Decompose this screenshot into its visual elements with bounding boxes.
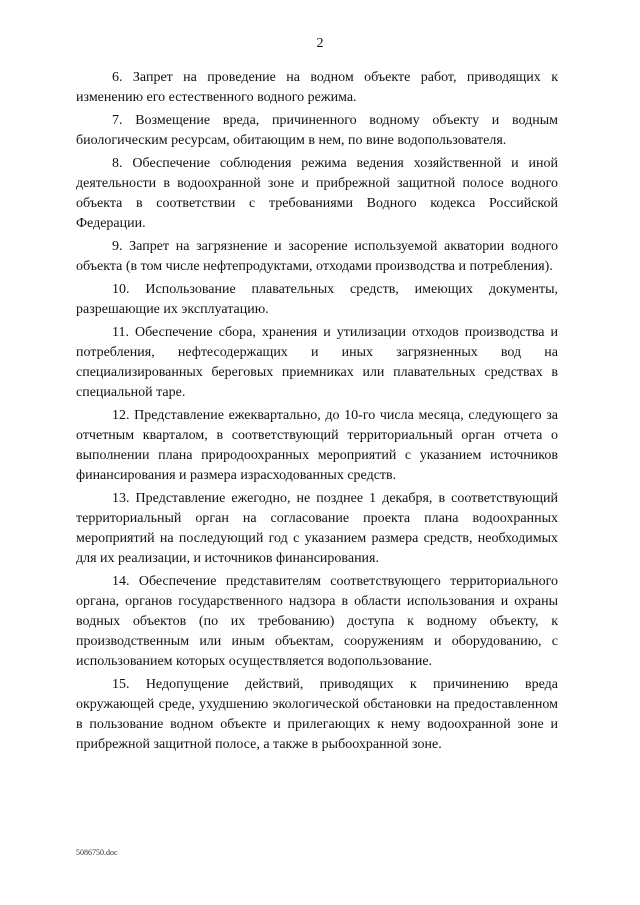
paragraph-item-10: 10. Использование плавательных средств, имеющих документы, разрешающие их эксплуатацию.: [76, 282, 558, 317]
page-number: 2: [316, 36, 324, 51]
paragraph-item-11: 11. Обеспечение сбора, хранения и утилизации отходов производства и потребления, нефтесодержащих и иных загрязненных вод на специализированных береговых приемниках или плавательных средствах в специальной таре.: [76, 325, 558, 400]
paragraph-item-13: 13. Представление ежегодно, не позднее 1 декабря, в соответствующий территориальный орган на согласование проекта плана водоохранных мероприятий на последующий год с указанием размера средств, необходимых для их реализации, и источников финансирования.: [76, 491, 558, 566]
footer-filename: 5086750.doc: [76, 848, 118, 857]
paragraph-item-7: 7. Возмещение вреда, причиненного водному объекту и водным биологическим ресурсам, обитающим в нем, по вине водопользователя.: [76, 113, 558, 148]
paragraph-item-14: 14. Обеспечение представителям соответствующего территориального органа, органов государственного надзора в области использования и охраны водных объектов (по их требованию) доступа к водному объекту, к производственным или иным объектам, сооружениям и оборудованию, с использованием которых осуществляется водопользование.: [76, 574, 558, 669]
paragraph-item-15: 15. Недопущение действий, приводящих к причинению вреда окружающей среде, ухудшению экологической обстановки на предоставленном в пользование водном объекте и прилегающих к нему водоохранной зоне и прибрежной защитной полосе, а также в рыбоохранной зоне.: [76, 677, 558, 752]
document-body: [76, 68, 558, 758]
paragraph-item-6: 6. Запрет на проведение на водном объекте работ, приводящих к изменению его естественного водного режима.: [76, 70, 558, 105]
paragraph-item-12: 12. Представление ежеквартально, до 10-го числа месяца, следующего за отчетным кварталом, в соответствующий территориальный орган отчета о выполнении плана природоохранных мероприятий с указанием источников финансирования и размера израсходованных средств.: [76, 408, 558, 483]
paragraph-item-9: 9. Запрет на загрязнение и засорение используемой акватории водного объекта (в том числе нефтепродуктами, отходами производства и потребления).: [76, 239, 558, 274]
paragraph-item-8: 8. Обеспечение соблюдения режима ведения хозяйственной и иной деятельности в водоохранной зоне и прибрежной защитной полосе водного объекта в соответствии с требованиями Водного кодекса Российской Федерации.: [76, 156, 558, 231]
